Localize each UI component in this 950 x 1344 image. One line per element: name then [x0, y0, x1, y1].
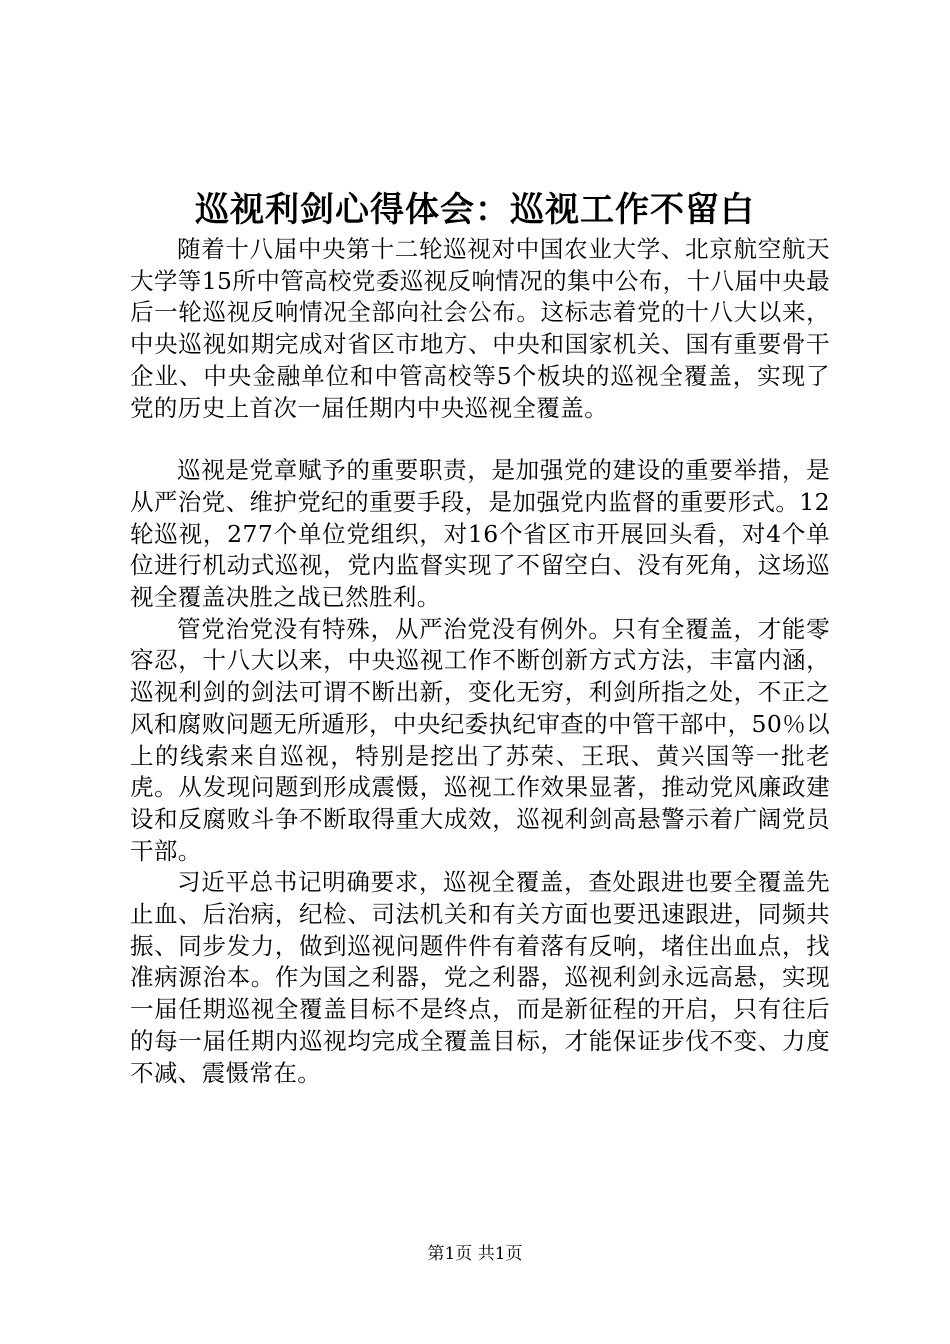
page-footer: 第1页 共1页: [427, 1244, 523, 1264]
paragraph-3: 管党治党没有特殊，从严治党没有例外。只有全覆盖，才能零容忍，十八大以来，中央巡视工作不断创新方式方法，丰富内涵，巡视利剑的剑法可谓不断出新，变化无穷，利剑所指之处，不正之风和腐败问题无所遁形，中央纪委执纪审查的中管干部中，50％以上的线索来自巡视，特别是挖出了苏荣、王珉、黄兴国等一批老虎。从发现问题到形成震慑，巡视工作效果显著，推动党风廉政建设和反腐败斗争不断取得重大成效，巡视利剑高悬警示着广阔党员干部。: [130, 614, 830, 865]
paragraph-4: 习近平总书记明确要求，巡视全覆盖，查处跟进也要全覆盖先止血、后治病，纪检、司法机关和有关方面也要迅速跟进，同频共振、同步发力，做到巡视问题件件有着落有反响，堵住出血点，找准病源治本。作为国之利器，党之利器，巡视利剑永远高悬，实现一届任期巡视全覆盖目标不是终点，而是新征程的开启，只有往后的每一届任期内巡视均完成全覆盖目标，才能保证步伐不变、力度不减、震慑常在。: [130, 868, 830, 1087]
paragraph-2: 巡视是党章赋予的重要职责，是加强党的建设的重要举措，是从严治党、维护党纪的重要手段，是加强党内监督的重要形式。12轮巡视，277个单位党组织，对16个省区市开展回头看，对4个单位进行机动式巡视，党内监督实现了不留空白、没有死角，这场巡视全覆盖决胜之战已然胜利。: [130, 456, 830, 612]
article-body: [130, 234, 830, 1089]
paragraph-1: 随着十八届中央第十二轮巡视对中国农业大学、北京航空航天大学等15所中管高校党委巡视反响情况的集中公布，十八届中央最后一轮巡视反响情况全部向社会公布。这标志着党的十八大以来，中央巡视如期完成对省区市地方、中央和国家机关、国有重要骨干企业、中央金融单位和中管高校等5个板块的巡视全覆盖，实现了党的历史上首次一届任期内中央巡视全覆盖。: [130, 235, 830, 422]
page-title: 巡视利剑心得体会：巡视工作不留白: [195, 190, 755, 230]
